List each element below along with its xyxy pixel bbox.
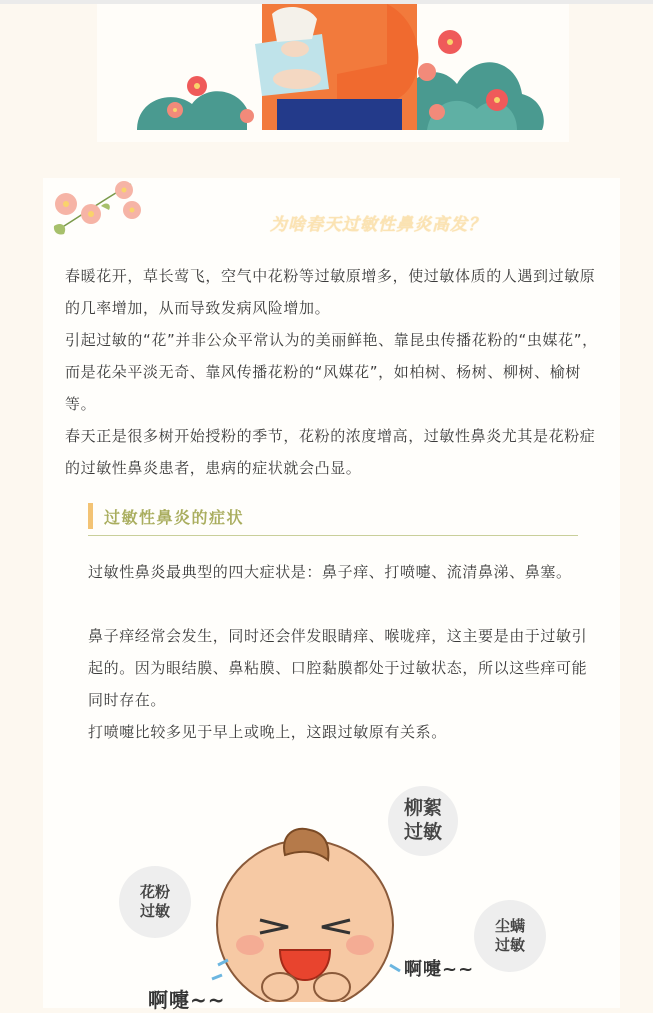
dustmite-bubble-line-1: 尘螨 (494, 917, 525, 936)
sneezing-baby-illustration (200, 815, 420, 1002)
dustmite-bubble-line-2: 过敏 (494, 936, 525, 954)
dustmite-allergy-bubble (474, 900, 546, 972)
tissue-person-illustration (97, 4, 569, 142)
pollen-allergy-bubble (119, 866, 191, 938)
flower-corner-icon (46, 176, 151, 246)
section-title: 为啥春天过敏性鼻炎高发？ (270, 215, 486, 235)
willow-bubble-line-1: 柳絮 (403, 797, 442, 820)
intro-paragraph-3: 春天正是很多树开始授粉的季节，花粉的浓度增高，过敏性鼻炎尤其是花粉症的过敏性鼻炎患者，患病的症状就会凸显。 (65, 427, 596, 477)
symptom-paragraph-3: 打喷嚏比较多见于早上或晚上，这跟过敏原有关系。 (88, 723, 447, 741)
symptom-paragraph-2: 鼻子痒经常会发生，同时还会伴发眼睛痒、喉咙痒，这主要是由于过敏引起的。因为眼结膜、鼻粘膜、口腔黏膜都处于过敏状态，所以这些痒可能同时存在。 (88, 627, 588, 709)
subheading-accent-bar (88, 503, 93, 529)
pollen-bubble-line-1: 花粉 (139, 883, 170, 902)
pollen-bubble-line-2: 过敏 (139, 902, 170, 920)
intro-paragraph-2: 引起过敏的“花”并非公众平常认为的美丽鲜艳、靠昆虫传播花粉的“虫媒花”，而是花朵平淡无奇、靠风传播花粉的“风媒花”，如柏树、杨树、柳树、榆树等。 (65, 331, 598, 413)
sneeze-text-left: 啊嚏~~ (148, 988, 226, 1012)
subheading-text: 过敏性鼻炎的症状 (104, 508, 245, 527)
intro-paragraph-1: 春暖花开，草长莺飞，空气中花粉等过敏原增多，使过敏体质的人遇到过敏原的几率增加，从而导致发病风险增加。 (65, 267, 596, 317)
subheading (88, 501, 578, 536)
willow-bubble-line-2: 过敏 (403, 821, 442, 843)
sneeze-text-right: 啊嚏~~ (404, 959, 475, 980)
symptom-paragraph-1: 过敏性鼻炎最典型的四大症状是：鼻子痒、打喷嚏、流清鼻涕、鼻塞。 (88, 563, 572, 581)
